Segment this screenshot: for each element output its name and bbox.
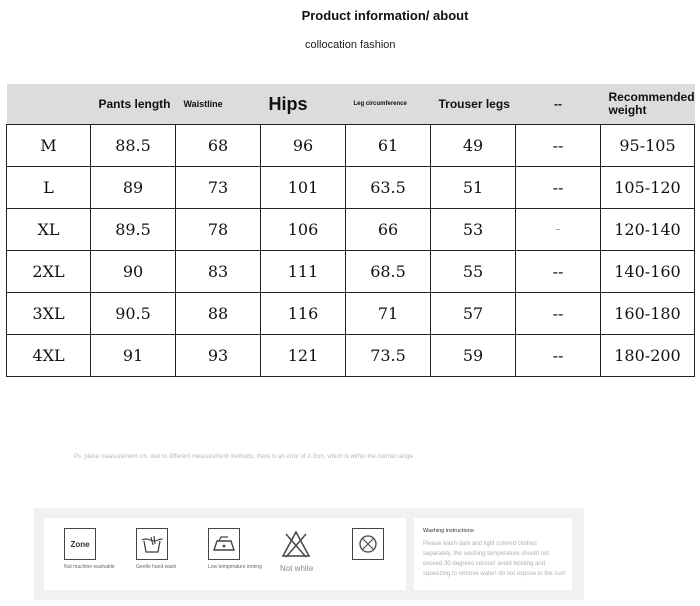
cell-recommended-weight: 180-200 xyxy=(601,335,695,377)
cell-recommended-weight: 140-160 xyxy=(601,251,695,293)
cell-trouser-legs: 57 xyxy=(431,293,516,335)
cell-size: 2XL xyxy=(7,251,91,293)
cell-trouser-legs: 59 xyxy=(431,335,516,377)
table-row xyxy=(7,209,695,251)
cell-size: M xyxy=(7,125,91,167)
care-item-hand-wash xyxy=(136,528,206,570)
cell-waistline: 88 xyxy=(176,293,261,335)
care-icons-panel xyxy=(44,518,406,590)
care-label: Low temperature ironing xyxy=(208,564,262,570)
cell-pants-length: 90.5 xyxy=(91,293,176,335)
washing-instructions-title: Washing instructions: xyxy=(423,528,476,534)
cell-dash: -- xyxy=(516,293,601,335)
table-row xyxy=(7,293,695,335)
cell-trouser-legs: 55 xyxy=(431,251,516,293)
cell-pants-length: 89 xyxy=(91,167,176,209)
care-item-machine-wash xyxy=(64,528,134,570)
cell-dash: -- xyxy=(516,209,601,251)
zone-label: Zone xyxy=(70,539,90,549)
cell-leg-circumference: 68.5 xyxy=(346,251,431,293)
cell-dash: -- xyxy=(516,335,601,377)
washing-instructions-body: Please wash dark and light colored clothes separately, the washing temperature should not exceed 30 degrees celsius! avoid twisting and squeezing to remove water! do not expose to the sun! xyxy=(423,541,566,577)
care-label: Gentle hand wash xyxy=(136,564,177,570)
header-leg-circumference: Leg circumference xyxy=(346,84,431,125)
header-size xyxy=(7,84,91,125)
cell-hips: 106 xyxy=(261,209,346,251)
cell-hips: 116 xyxy=(261,293,346,335)
cell-trouser-legs: 49 xyxy=(431,125,516,167)
cell-pants-length: 90 xyxy=(91,251,176,293)
hand-wash-icon xyxy=(136,528,168,560)
cell-hips: 121 xyxy=(261,335,346,377)
header-waistline: Waistline xyxy=(176,84,261,125)
page-title: Product information/ about xyxy=(301,8,469,23)
cell-waistline: 78 xyxy=(176,209,261,251)
header-hips: Hips xyxy=(261,84,346,125)
header-recommended-weight: Recommended weight xyxy=(601,84,695,125)
cell-recommended-weight: 95-105 xyxy=(601,125,695,167)
care-panel xyxy=(34,508,584,600)
care-item-no-bleach xyxy=(280,528,350,573)
size-table xyxy=(6,84,695,377)
cell-leg-circumference: 61 xyxy=(346,125,431,167)
cell-size: L xyxy=(7,167,91,209)
cell-hips: 96 xyxy=(261,125,346,167)
table-row xyxy=(7,335,695,377)
table-row xyxy=(7,167,695,209)
cell-trouser-legs: 51 xyxy=(431,167,516,209)
care-item-tumble-dry xyxy=(352,528,422,564)
cell-hips: 111 xyxy=(261,251,346,293)
cell-recommended-weight: 105-120 xyxy=(601,167,695,209)
washing-instructions xyxy=(414,518,572,590)
cell-pants-length: 88.5 xyxy=(91,125,176,167)
cell-leg-circumference: 73.5 xyxy=(346,335,431,377)
cell-waistline: 73 xyxy=(176,167,261,209)
cell-leg-circumference: 71 xyxy=(346,293,431,335)
cell-dash: -- xyxy=(516,167,601,209)
cell-pants-length: 91 xyxy=(91,335,176,377)
table-row xyxy=(7,125,695,167)
measurement-note: Ps: plane measurement cm, due to different measurement methods, there is an error of 2-3cm, which is within the normal range xyxy=(74,454,413,460)
cell-dash: -- xyxy=(516,125,601,167)
machine-wash-zone-icon xyxy=(64,528,96,560)
cell-recommended-weight: 160-180 xyxy=(601,293,695,335)
tumble-dry-icon xyxy=(352,528,384,560)
cell-size: XL xyxy=(7,209,91,251)
care-label: Not white xyxy=(280,564,314,573)
cell-leg-circumference: 63.5 xyxy=(346,167,431,209)
header-pants-length: Pants length xyxy=(91,84,176,125)
care-label: Not machine washable xyxy=(64,564,115,570)
cell-size: 3XL xyxy=(7,293,91,335)
table-header-row xyxy=(7,84,695,125)
cell-leg-circumference: 66 xyxy=(346,209,431,251)
cell-waistline: 83 xyxy=(176,251,261,293)
page-subtitle: collocation fashion xyxy=(305,39,396,51)
cell-recommended-weight: 120-140 xyxy=(601,209,695,251)
care-item-iron xyxy=(208,528,278,570)
cell-waistline: 68 xyxy=(176,125,261,167)
table-row xyxy=(7,251,695,293)
cell-trouser-legs: 53 xyxy=(431,209,516,251)
do-not-bleach-icon xyxy=(280,528,312,560)
iron-low-temperature-icon xyxy=(208,528,240,560)
header-trouser-legs: Trouser legs xyxy=(431,84,516,125)
cell-hips: 101 xyxy=(261,167,346,209)
cell-pants-length: 89.5 xyxy=(91,209,176,251)
cell-waistline: 93 xyxy=(176,335,261,377)
cell-size: 4XL xyxy=(7,335,91,377)
header-dash: -- xyxy=(516,84,601,125)
cell-dash: -- xyxy=(516,251,601,293)
